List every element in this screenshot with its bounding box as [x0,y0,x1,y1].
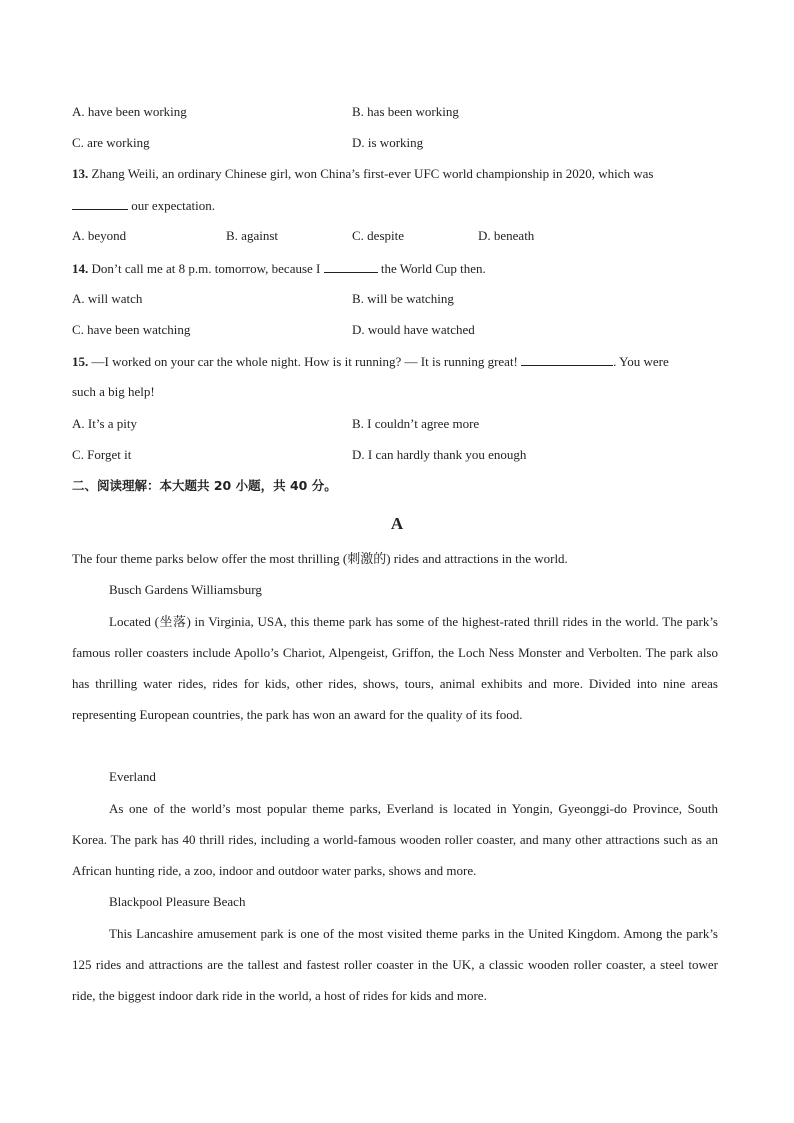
q15-stem-line2: such a big help! [72,384,155,399]
q15-option-c: C. Forget it [72,447,132,462]
q14-option-b: B. will be watching [352,291,454,306]
park3-name: Blackpool Pleasure Beach [109,894,246,909]
q14-number: 14. [72,261,89,276]
park1-paragraph: Located (坐落) in Virginia, USA, this theme park has some of the highest-rated thrill rides in the world. The park’s famous roller coasters include Apollo’s Chariot, Alpengeist, Griffon, the Loch Ness Monster and Verbolten. The park also has thrilling water rides, rides for kids, other rides, shows, tours, animal exhibits and more. Divided into nine areas representing European countries, the park has won an award for the quality of its food. [72,614,718,722]
q15-option-b: B. I couldn’t agree more [352,416,480,431]
q13-stem-text: Zhang Weili, an ordinary Chinese girl, won China’s first-ever UFC world championship in 2020, which was [91,166,654,181]
park2-paragraph: As one of the world’s most popular theme parks, Everland is located in Yongin, Gyeonggi-do Province, South Korea. The park has 40 thrill rides, including a world-famous wooden roller coaster, and many other attractions such as an African hunting ride, a zoo, indoor and outdoor water parks, shows and more. [72,801,718,878]
q13-number: 13. [72,166,89,181]
q14-stem-end: the World Cup then. [380,261,486,276]
q14-option-a: A. will watch [72,291,143,306]
q15-number: 15. [72,354,89,369]
q13-stem-end: our expectation. [131,198,215,213]
q13-option-a: A. beyond [72,228,127,243]
q12-option-b: B. has been working [352,104,459,119]
passage-intro: The four theme parks below offer the most thrilling (刺激的) rides and attractions in the world. [72,551,568,566]
q13-option-c: C. despite [352,228,404,243]
q12-option-c: C. are working [72,135,150,150]
q12-option-a: A. have been working [72,104,187,119]
q15-stem-end: . You were [613,354,669,369]
q15-stem-text: —I worked on your car the whole night. How is it running? — It is running great! [91,354,518,369]
park1-name: Busch Gardens Williamsburg [109,582,262,597]
q13-option-d: D. beneath [478,228,535,243]
q13-option-b: B. against [226,228,278,243]
q14-stem [72,260,486,277]
q13-stem-line2 [72,197,215,214]
q12-option-d: D. is working [352,135,424,150]
q14-option-c: C. have been watching [72,322,191,337]
q14-option-d: D. would have watched [352,322,475,337]
q15-option-d: D. I can hardly thank you enough [352,447,527,462]
q15-stem-line1 [72,353,669,370]
q13-stem-line1 [72,166,653,182]
park2-name: Everland [109,769,156,784]
q14-answer-blank [324,260,378,273]
q15-option-a: A. It’s a pity [72,416,137,431]
q13-answer-blank [72,197,128,210]
q15-answer-blank [521,353,613,366]
q14-stem-text: Don’t call me at 8 p.m. tomorrow, because I [91,261,321,276]
section-heading: 二、阅读理解：本大题共 20 小题，共 40 分。 [72,478,337,493]
park3-paragraph: This Lancashire amusement park is one of the most visited theme parks in the United Kingdom. Among the park’s 125 rides and attractions are the tallest and fastest roller coaster in the UK, a classic wooden roller coaster, a steel tower ride, the biggest indoor dark ride in the world, a host of rides for kids and more. [72,926,718,1003]
passage-title: A [390,514,404,533]
